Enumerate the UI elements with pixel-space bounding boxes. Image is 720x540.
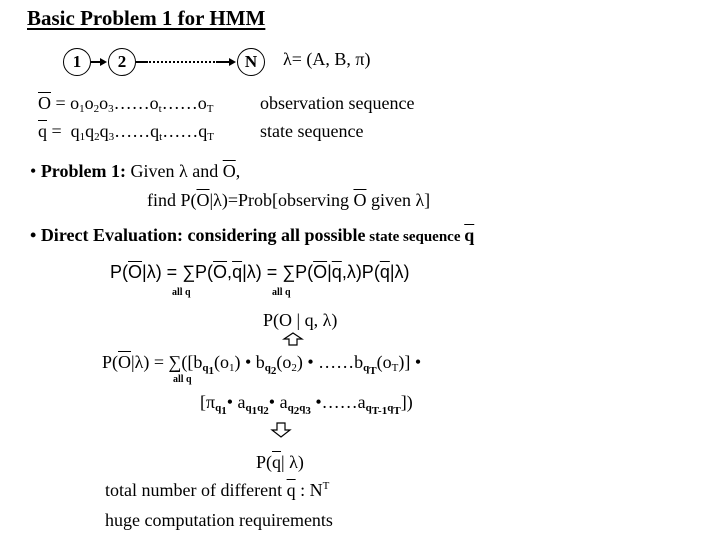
direct-eval-label: Direct Evaluation: considering all possible <box>40 225 366 245</box>
state-node-N: N <box>237 48 265 76</box>
O-bar: $\overline{O}$ <box>128 262 143 282</box>
sum-subscript: all q <box>173 374 192 385</box>
O-bar: $\overline{O}$ <box>38 93 51 113</box>
O-bar: $\overline{O}$ <box>213 262 228 282</box>
state-node-2: 2 <box>108 48 136 76</box>
text: Given <box>130 161 179 181</box>
term-observation-prob: P(O | q, λ) <box>263 310 338 330</box>
state-node-1: 1 <box>63 48 91 76</box>
formula-expanded-line1: $P(\overline{O}|\lambda) = \sum([b_{q_1}(o_1)$ • $b_{q_2}(o_2)$ • $\dots\dots b_{q_T}(o_T)$] • <box>102 352 422 377</box>
model-definition: λ= (A, B, π) <box>283 49 371 69</box>
state-sequence-def <box>38 121 214 143</box>
note-computation: huge computation requirements <box>105 510 333 530</box>
state-desc: state sequence <box>260 121 364 141</box>
text: , <box>235 161 241 181</box>
O-bar: $\overline{O}$ <box>222 161 236 181</box>
q-bar: $\overline{q}$ <box>379 262 390 282</box>
arrowhead-icon <box>229 58 236 66</box>
bullet-icon: • <box>30 161 37 181</box>
q-bar: $\overline{q}$ <box>464 225 475 245</box>
q-bar: $\overline{q}$ <box>232 262 243 282</box>
text: ,λ)P( <box>341 262 380 282</box>
lambda: λ <box>178 161 188 181</box>
O-bar: $\overline{O}$ <box>196 190 210 210</box>
text: |λ) = ∑P( <box>242 262 314 282</box>
text: find P( <box>147 190 197 210</box>
q-bar: $\overline{q}$ <box>331 262 342 282</box>
problem1-line1 <box>30 161 240 182</box>
formula-direct-eval <box>110 262 410 283</box>
equals: = <box>51 93 71 113</box>
obs-desc: observation sequence <box>260 93 415 113</box>
direct-eval-line <box>30 225 474 246</box>
sum-subscript: all q <box>172 287 191 298</box>
formula-expanded-line2: [$\pi_{q_1}•$ $a_{q_1q_2}•$ $a_{q_2q_3}$ $•\dots\dots a_{q_{T-1}q_T}$]) <box>200 392 413 417</box>
text: state sequence <box>365 229 465 245</box>
obs-seq: $o_1o_2o_3\dots\dots o_t\dots\dots o_T$ <box>70 93 214 115</box>
hollow-down-arrow-icon <box>270 422 292 438</box>
O-bar: $\overline{O}$ <box>313 262 328 282</box>
text: and <box>187 161 223 181</box>
bullet-icon: • <box>30 225 37 245</box>
hollow-up-arrow-icon <box>282 332 304 346</box>
equals: = <box>47 121 71 141</box>
arrow-dotted-2-N <box>146 61 218 63</box>
problem1-label: Problem 1: <box>40 161 126 181</box>
q-bar: $\overline{q}$ <box>38 121 47 141</box>
text: | <box>327 262 332 282</box>
text: given λ] <box>366 190 431 210</box>
arrowhead-icon <box>100 58 107 66</box>
slide-title: Basic Problem 1 for HMM <box>27 6 266 30</box>
observation-sequence-def <box>38 93 213 115</box>
sum-subscript: all q <box>272 287 291 298</box>
O-bar: $\overline{O}$ <box>353 190 367 210</box>
arrow-2-start <box>136 61 146 63</box>
term-state-prob: $P(\overline{q}|$ λ) <box>256 452 304 472</box>
text: |λ) = ∑P( <box>142 262 214 282</box>
text: , <box>227 262 233 282</box>
text: |λ) <box>389 262 410 282</box>
state-seq: $q_1q_2q_3\dots\dots q_t\dots\dots q_T$ <box>70 121 214 143</box>
text: P( <box>110 262 128 282</box>
problem1-line2 <box>147 190 430 211</box>
note-total-sequences: total number of different $\overline{q}$ : $N^T$ <box>105 480 330 500</box>
text: |λ)=Prob[observing <box>209 190 354 210</box>
